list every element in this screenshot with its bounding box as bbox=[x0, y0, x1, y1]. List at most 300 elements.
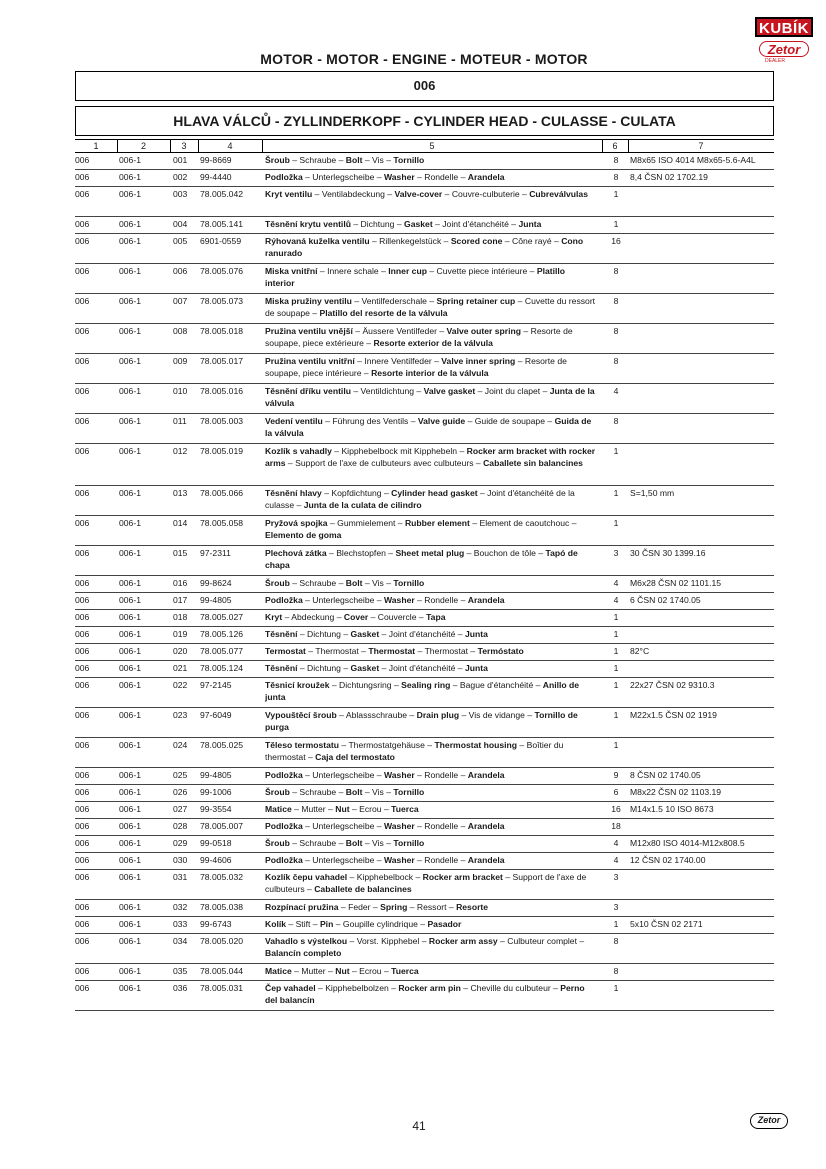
position-number: 021 bbox=[173, 663, 188, 673]
specification-note: M6x28 ČSN 02 1101.15 bbox=[630, 578, 722, 588]
part-description: Šroub – Schraube – Bolt – Vis – Tornillo bbox=[265, 155, 425, 165]
quantity: 18 bbox=[611, 821, 621, 831]
part-number: 78.005.031 bbox=[200, 983, 244, 993]
description-fr: Ressort bbox=[416, 902, 447, 912]
description-en: Spring retainer cup bbox=[436, 296, 516, 306]
description-cz: Těsnění krytu ventilů bbox=[265, 219, 351, 229]
quantity: 8 bbox=[613, 155, 619, 165]
description-en: Washer bbox=[383, 172, 415, 182]
description-cz: Podložka bbox=[265, 821, 303, 831]
table-row bbox=[75, 546, 774, 576]
description-de: Ventilabdeckung bbox=[321, 189, 385, 199]
quantity: 8 bbox=[613, 416, 619, 426]
table-row bbox=[75, 610, 774, 627]
quantity: 8 bbox=[613, 966, 619, 976]
description-fr: Guide de soupape bbox=[474, 416, 545, 426]
quantity: 8 bbox=[613, 356, 619, 366]
description-en: Rubber element bbox=[404, 518, 470, 528]
column-header-4: 4 bbox=[227, 141, 233, 151]
position-number: 003 bbox=[173, 189, 188, 199]
description-de: Gummielement bbox=[337, 518, 396, 528]
part-number: 78.005.027 bbox=[200, 612, 244, 622]
logo-tagline: DEALER bbox=[765, 58, 786, 64]
subgroup-code: 006-1 bbox=[119, 680, 141, 690]
table-row bbox=[75, 324, 774, 354]
part-number: 78.005.032 bbox=[200, 872, 244, 882]
part-description: Těsnění – Dichtung – Gasket – Joint d'étanchéité – Junta bbox=[265, 629, 488, 639]
description-es: Cubreválvulas bbox=[529, 189, 588, 199]
description-en: Gasket bbox=[404, 219, 433, 229]
subgroup-code: 006-1 bbox=[119, 386, 141, 396]
description-es: Tornillo bbox=[393, 155, 425, 165]
table-row bbox=[75, 414, 774, 444]
description-en: Washer bbox=[383, 595, 415, 605]
description-en: Cylinder head gasket bbox=[391, 488, 478, 498]
description-es: Resorte exterior de la válvula bbox=[373, 338, 493, 348]
part-description: Šroub – Schraube – Bolt – Vis – Tornillo bbox=[265, 838, 425, 848]
description-de: Dichtung bbox=[307, 663, 341, 673]
description-fr: Culbuteur complet bbox=[507, 936, 577, 946]
description-cz: Šroub bbox=[265, 838, 290, 848]
page-number: 41 bbox=[412, 1119, 426, 1133]
position-number: 012 bbox=[173, 446, 188, 456]
subgroup-code: 006-1 bbox=[119, 770, 141, 780]
description-fr: Rondelle bbox=[424, 821, 459, 831]
group-code: 006 bbox=[75, 983, 90, 993]
specification-note: M8x65 ISO 4014 M8x65-5.6-A4L bbox=[630, 155, 756, 165]
position-number: 032 bbox=[173, 902, 188, 912]
group-code: 006 bbox=[75, 548, 90, 558]
quantity: 1 bbox=[613, 710, 619, 720]
part-description: Vahadlo s výstelkou – Vorst. Kipphebel – Rocker arm assy – Culbuteur complet – Balancín completo bbox=[265, 936, 585, 958]
part-description: Kozlík čepu vahadel – Kipphebelbock – Rocker arm bracket – Support de l'axe de culbuteurs – Caballete de balancines bbox=[265, 872, 587, 894]
description-cz: Těsnění dříku ventilu bbox=[265, 386, 351, 396]
description-en: Valve outer spring bbox=[446, 326, 522, 336]
section-title: HLAVA VÁLCŮ - ZYLLINDERKOPF - CYLINDER HEAD - CULASSE - CULATA bbox=[75, 106, 774, 136]
description-de: Äussere Ventilfeder bbox=[362, 326, 437, 336]
part-number: 78.005.124 bbox=[200, 663, 244, 673]
description-en: Valve-cover bbox=[394, 189, 443, 199]
description-en: Pin bbox=[319, 919, 334, 929]
part-description: Pryžová spojka – Gummielement – Rubber element – Element de caoutchouc – Elemento de goma bbox=[265, 518, 577, 540]
description-es: Tuerca bbox=[391, 966, 419, 976]
table-row bbox=[75, 516, 774, 546]
subgroup-code: 006-1 bbox=[119, 804, 141, 814]
part-number: 78.005.016 bbox=[200, 386, 244, 396]
description-de: Schraube bbox=[299, 578, 337, 588]
description-es: Tornillo bbox=[393, 838, 425, 848]
part-description: Rozpínací pružina – Feder – Spring – Ressort – Resorte bbox=[265, 902, 489, 912]
group-code: 006 bbox=[75, 629, 90, 639]
description-de: Unterlegscheibe bbox=[312, 172, 375, 182]
part-number: 6901-0559 bbox=[200, 236, 242, 246]
subgroup-code: 006-1 bbox=[119, 838, 141, 848]
group-code: 006 bbox=[75, 296, 90, 306]
quantity: 4 bbox=[613, 386, 619, 396]
group-code: 006 bbox=[75, 612, 90, 622]
description-de: Blechstopfen bbox=[336, 548, 386, 558]
group-code: 006 bbox=[75, 919, 90, 929]
subgroup-code: 006-1 bbox=[119, 548, 141, 558]
specification-note: 12 ČSN 02 1740.00 bbox=[630, 855, 706, 865]
description-cz: Termostat bbox=[265, 646, 306, 656]
position-number: 028 bbox=[173, 821, 188, 831]
part-number: 99-1006 bbox=[200, 787, 232, 797]
position-number: 025 bbox=[173, 770, 188, 780]
description-de: Dichtung bbox=[307, 629, 341, 639]
part-description: Podložka – Unterlegscheibe – Washer – Rondelle – Arandela bbox=[265, 855, 505, 865]
description-es: Platillo del resorte de la válvula bbox=[319, 308, 448, 318]
description-de: Ventilfederschale bbox=[361, 296, 427, 306]
column-header-6: 6 bbox=[612, 141, 618, 151]
specification-note: M22x1.5 ČSN 02 1919 bbox=[630, 710, 717, 720]
table-row bbox=[75, 444, 774, 486]
table-row bbox=[75, 870, 774, 900]
description-es: Junta de la válvula bbox=[265, 386, 595, 408]
quantity: 4 bbox=[613, 855, 619, 865]
description-fr: Boîtier du thermostat bbox=[265, 740, 564, 762]
description-fr: Cuvette du ressort de soupape bbox=[265, 296, 596, 318]
group-code: 006 bbox=[75, 578, 90, 588]
table-row bbox=[75, 964, 774, 981]
part-description: Těsnění – Dichtung – Gasket – Joint d'étanchéité – Junta bbox=[265, 663, 488, 673]
specification-note: M8x22 ČSN 02 1103.19 bbox=[630, 787, 722, 797]
part-number: 78.005.073 bbox=[200, 296, 244, 306]
logo-kubik: KUBÍK bbox=[755, 17, 813, 37]
part-description: Plechová zátka – Blechstopfen – Sheet metal plug – Bouchon de tôle – Tapó de chapa bbox=[265, 548, 578, 570]
subgroup-code: 006-1 bbox=[119, 172, 141, 182]
description-en: Drain plug bbox=[416, 710, 460, 720]
position-number: 001 bbox=[173, 155, 188, 165]
description-de: Rillenkegelstück bbox=[379, 236, 442, 246]
description-de: Kipphebelbock bbox=[356, 872, 414, 882]
description-cz: Kryt ventilu bbox=[265, 189, 313, 199]
description-cz: Plechová zátka bbox=[265, 548, 327, 558]
table-row bbox=[75, 981, 774, 1011]
description-cz: Těsnění bbox=[265, 663, 298, 673]
position-number: 008 bbox=[173, 326, 188, 336]
column-header-7: 7 bbox=[698, 141, 704, 151]
description-es: Junta bbox=[464, 663, 488, 673]
description-de: Schraube bbox=[299, 838, 337, 848]
part-description: Podložka – Unterlegscheibe – Washer – Rondelle – Arandela bbox=[265, 595, 505, 605]
description-cz: Vahadlo s výstelkou bbox=[265, 936, 348, 946]
description-de: Kopfdichtung bbox=[331, 488, 382, 498]
group-code: 006 bbox=[75, 266, 90, 276]
subgroup-code: 006-1 bbox=[119, 821, 141, 831]
specification-note: 6 ČSN 02 1740.05 bbox=[630, 595, 701, 605]
description-fr: Vis bbox=[372, 787, 384, 797]
description-de: Abdeckung bbox=[291, 612, 335, 622]
part-description: Miska vnitřní – Innere schale – Inner cup – Cuvette piece intérieure – Platillo interior bbox=[265, 266, 566, 288]
description-de: Ablassschraube bbox=[345, 710, 408, 720]
description-cz: Kolík bbox=[265, 919, 287, 929]
description-de: Stift bbox=[295, 919, 311, 929]
description-en: Gasket bbox=[350, 663, 380, 673]
group-code: 006 bbox=[75, 902, 90, 912]
table-row bbox=[75, 153, 774, 170]
part-description: Kozlík s vahadly – Kipphebelbock mit Kipphebeln – Rocker arm bracket with rocker arms – Support de l'axe de culbuteurs avec culbuteurs – Caballete sin balancines bbox=[265, 446, 596, 468]
subgroup-code: 006-1 bbox=[119, 983, 141, 993]
description-fr: Rondelle bbox=[424, 595, 459, 605]
part-number: 99-4805 bbox=[200, 595, 232, 605]
footer-zetor-logo: Zetor bbox=[750, 1113, 788, 1129]
part-number: 99-6743 bbox=[200, 919, 232, 929]
table-row bbox=[75, 627, 774, 644]
description-en: Inner cup bbox=[388, 266, 427, 276]
position-number: 023 bbox=[173, 710, 188, 720]
position-number: 022 bbox=[173, 680, 188, 690]
group-code: 006 bbox=[75, 236, 90, 246]
description-es: Arandela bbox=[467, 172, 505, 182]
description-en: Thermostat housing bbox=[434, 740, 518, 750]
description-es: Arandela bbox=[467, 770, 505, 780]
group-code: 006 bbox=[75, 646, 90, 656]
description-es: Caballete sin balancines bbox=[483, 458, 583, 468]
group-code: 006 bbox=[75, 710, 90, 720]
column-header-3: 3 bbox=[181, 141, 187, 151]
description-fr: Joint d'étanchéité bbox=[388, 663, 456, 673]
table-row bbox=[75, 354, 774, 384]
table-row bbox=[75, 819, 774, 836]
description-es: Tornillo bbox=[393, 578, 425, 588]
description-cz: Kozlík čepu vahadel bbox=[265, 872, 348, 882]
description-es: Guida de la válvula bbox=[265, 416, 592, 438]
group-code: 006 bbox=[75, 855, 90, 865]
subgroup-code: 006-1 bbox=[119, 902, 141, 912]
description-en: Rocker arm bracket bbox=[422, 872, 503, 882]
part-number: 99-3554 bbox=[200, 804, 232, 814]
position-number: 024 bbox=[173, 740, 188, 750]
description-es: Arandela bbox=[467, 821, 505, 831]
description-es: Arandela bbox=[467, 855, 505, 865]
description-es: Anillo de junta bbox=[265, 680, 580, 702]
description-en: Valve inner spring bbox=[441, 356, 516, 366]
quantity: 1 bbox=[613, 189, 619, 199]
description-es: Tuerca bbox=[391, 804, 419, 814]
quantity: 6 bbox=[613, 787, 619, 797]
part-number: 78.005.038 bbox=[200, 902, 244, 912]
subgroup-code: 006-1 bbox=[119, 236, 141, 246]
subgroup-code: 006-1 bbox=[119, 646, 141, 656]
description-fr: Rondelle bbox=[424, 770, 459, 780]
group-code: 006 bbox=[75, 219, 90, 229]
description-en: Bolt bbox=[345, 155, 363, 165]
specification-note: 8 ČSN 02 1740.05 bbox=[630, 770, 701, 780]
group-code: 006 bbox=[75, 740, 90, 750]
table-row bbox=[75, 384, 774, 414]
description-fr: Goupille cylindrique bbox=[342, 919, 418, 929]
description-fr: Ecrou bbox=[359, 966, 382, 976]
description-de: Unterlegscheibe bbox=[312, 821, 375, 831]
quantity: 4 bbox=[613, 595, 619, 605]
table-row bbox=[75, 264, 774, 294]
quantity: 1 bbox=[613, 219, 619, 229]
description-es: Junta de la culata de cilindro bbox=[303, 500, 422, 510]
table-row bbox=[75, 661, 774, 678]
description-en: Spring bbox=[380, 902, 408, 912]
column-header-row bbox=[75, 139, 774, 153]
description-fr: Cheville du culbuteur bbox=[470, 983, 551, 993]
part-number: 78.005.058 bbox=[200, 518, 244, 528]
part-description: Vypouštěcí šroub – Ablassschraube – Drain plug – Vis de vidange – Tornillo de purga bbox=[265, 710, 578, 732]
subgroup-code: 006-1 bbox=[119, 663, 141, 673]
table-row bbox=[75, 576, 774, 593]
quantity: 3 bbox=[613, 902, 619, 912]
description-de: Vorst. Kipphebel bbox=[356, 936, 420, 946]
table-row bbox=[75, 900, 774, 917]
description-cz: Pružina ventilu vnější bbox=[265, 326, 353, 336]
group-code: 006 bbox=[75, 356, 90, 366]
subgroup-code: 006-1 bbox=[119, 219, 141, 229]
description-fr: Vis bbox=[372, 578, 384, 588]
group-code: 006 bbox=[75, 488, 90, 498]
quantity: 4 bbox=[613, 578, 619, 588]
description-es: Arandela bbox=[467, 595, 505, 605]
description-es: Resorte interior de la válvula bbox=[371, 368, 489, 378]
part-description: Čep vahadel – Kipphebelbolzen – Rocker arm pin – Cheville du culbuteur – Perno del balancín bbox=[265, 983, 585, 1005]
subgroup-code: 006-1 bbox=[119, 612, 141, 622]
quantity: 8 bbox=[613, 326, 619, 336]
description-es: Caja del termostato bbox=[315, 752, 395, 762]
part-number: 78.005.042 bbox=[200, 189, 244, 199]
part-number: 78.005.066 bbox=[200, 488, 244, 498]
group-code: 006 bbox=[75, 821, 90, 831]
description-es: Caballete de balancines bbox=[314, 884, 412, 894]
part-number: 78.005.126 bbox=[200, 629, 244, 639]
description-fr: Resorte de soupape, piece intérieure bbox=[265, 356, 567, 378]
description-es: Tornillo de purga bbox=[265, 710, 578, 732]
table-row bbox=[75, 170, 774, 187]
description-es: Tapa bbox=[426, 612, 446, 622]
part-number: 97-2311 bbox=[200, 548, 231, 558]
description-fr: Thermostat bbox=[424, 646, 469, 656]
description-cz: Šroub bbox=[265, 155, 290, 165]
part-description: Šroub – Schraube – Bolt – Vis – Tornillo bbox=[265, 787, 425, 797]
table-row bbox=[75, 217, 774, 234]
description-en: Thermostat bbox=[368, 646, 416, 656]
subgroup-code: 006-1 bbox=[119, 189, 141, 199]
description-cz: Těsnění hlavy bbox=[265, 488, 322, 498]
description-es: Tapó de chapa bbox=[265, 548, 578, 570]
table-row bbox=[75, 486, 774, 516]
description-de: Innere Ventilfeder bbox=[364, 356, 432, 366]
description-en: Nut bbox=[335, 804, 350, 814]
position-number: 016 bbox=[173, 578, 188, 588]
position-number: 005 bbox=[173, 236, 188, 246]
part-description: Těsnicí kroužek – Dichtungsring – Sealing ring – Bague d'étanchéité – Anillo de junta bbox=[265, 680, 580, 702]
part-description: Pružina ventilu vnější – Äussere Ventilfeder – Valve outer spring – Resorte de soupape, piece extérieure – Resorte exterior de la válvula bbox=[265, 326, 573, 348]
description-de: Feder bbox=[348, 902, 371, 912]
subgroup-code: 006-1 bbox=[119, 266, 141, 276]
part-number: 78.005.003 bbox=[200, 416, 244, 426]
table-row bbox=[75, 853, 774, 870]
description-en: Rocker arm pin bbox=[398, 983, 461, 993]
quantity: 1 bbox=[613, 629, 619, 639]
part-number: 99-4805 bbox=[200, 770, 232, 780]
group-code: 006 bbox=[75, 663, 90, 673]
description-en: Gasket bbox=[350, 629, 380, 639]
group-code: 006 bbox=[75, 446, 90, 456]
subgroup-code: 006-1 bbox=[119, 740, 141, 750]
quantity: 1 bbox=[613, 663, 619, 673]
specification-note: 82°C bbox=[630, 646, 650, 656]
description-en: Cover bbox=[343, 612, 369, 622]
description-fr: Couvercle bbox=[377, 612, 417, 622]
specification-note: M12x80 ISO 4014-M12x808.5 bbox=[630, 838, 745, 848]
quantity: 4 bbox=[613, 838, 619, 848]
description-cz: Vypouštěcí šroub bbox=[265, 710, 337, 720]
specification-note: 8,4 ČSN 02 1702.19 bbox=[630, 172, 708, 182]
subgroup-code: 006-1 bbox=[119, 578, 141, 588]
subgroup-code: 006-1 bbox=[119, 518, 141, 528]
description-cz: Matice bbox=[265, 804, 292, 814]
quantity: 1 bbox=[613, 983, 619, 993]
column-header-2: 2 bbox=[140, 141, 146, 151]
position-number: 026 bbox=[173, 787, 188, 797]
description-es: Elemento de goma bbox=[265, 530, 342, 540]
description-cz: Vedení ventilu bbox=[265, 416, 323, 426]
description-de: Mutter bbox=[301, 804, 326, 814]
position-number: 017 bbox=[173, 595, 188, 605]
logo-zetor: Zetor bbox=[759, 41, 809, 57]
description-en: Sealing ring bbox=[401, 680, 451, 690]
description-fr: Vis de vidange bbox=[468, 710, 525, 720]
part-description: Těsnění krytu ventilů – Dichtung – Gasket – Joint d'étanchéité – Junta bbox=[265, 219, 542, 229]
description-cz: Miska vnitřní bbox=[265, 266, 318, 276]
group-code: 006 bbox=[75, 770, 90, 780]
subgroup-code: 006-1 bbox=[119, 446, 141, 456]
table-row bbox=[75, 187, 774, 217]
description-de: Mutter bbox=[301, 966, 326, 976]
part-number: 78.005.007 bbox=[200, 821, 244, 831]
description-de: Unterlegscheibe bbox=[312, 855, 375, 865]
part-number: 78.005.076 bbox=[200, 266, 244, 276]
description-cz: Těsnění bbox=[265, 629, 298, 639]
description-fr: Joint d'étanchéité bbox=[388, 629, 456, 639]
quantity: 1 bbox=[613, 488, 619, 498]
position-number: 007 bbox=[173, 296, 188, 306]
description-fr: Support de l'axe de culbuteurs bbox=[265, 872, 587, 894]
part-description: Podložka – Unterlegscheibe – Washer – Rondelle – Arandela bbox=[265, 172, 505, 182]
position-number: 034 bbox=[173, 936, 188, 946]
position-number: 006 bbox=[173, 266, 188, 276]
quantity: 9 bbox=[613, 770, 619, 780]
quantity: 8 bbox=[613, 296, 619, 306]
table-row bbox=[75, 708, 774, 738]
subgroup-code: 006-1 bbox=[119, 872, 141, 882]
description-fr: Bouchon de tôle bbox=[473, 548, 536, 558]
position-number: 027 bbox=[173, 804, 188, 814]
position-number: 004 bbox=[173, 219, 188, 229]
description-en: Valve gasket bbox=[423, 386, 476, 396]
group-code: 006 bbox=[75, 936, 90, 946]
quantity: 1 bbox=[613, 612, 619, 622]
subgroup-code: 006-1 bbox=[119, 936, 141, 946]
description-de: Ventildichtung bbox=[360, 386, 415, 396]
group-code: 006 bbox=[75, 872, 90, 882]
part-description: Těsnění hlavy – Kopfdichtung – Cylinder head gasket – Joint d'étanchéité de la culasse – Junta de la culata de cilindro bbox=[265, 488, 575, 510]
subgroup-code: 006-1 bbox=[119, 326, 141, 336]
description-es: Termóstato bbox=[477, 646, 524, 656]
group-code: 006 bbox=[75, 326, 90, 336]
description-cz: Šroub bbox=[265, 787, 290, 797]
quantity: 8 bbox=[613, 266, 619, 276]
group-code: 006 bbox=[75, 787, 90, 797]
quantity: 1 bbox=[613, 919, 619, 929]
description-cz: Těleso termostatu bbox=[265, 740, 340, 750]
description-de: Dichtungsring bbox=[339, 680, 392, 690]
